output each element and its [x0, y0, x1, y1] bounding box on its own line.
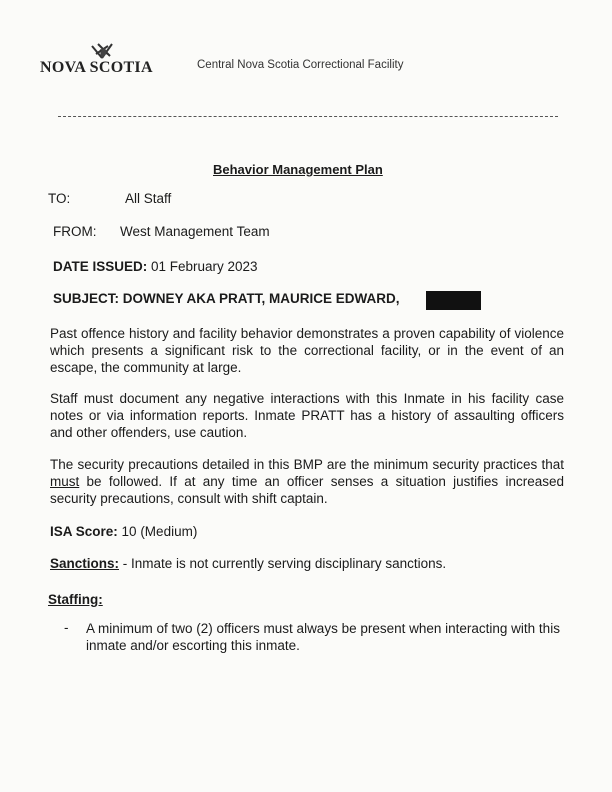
bullet-marker: - — [64, 620, 69, 635]
precautions-text-end: be followed. If at any time an officer senses a situation justifies increased security precautions, consult with shift captain. — [50, 474, 564, 506]
staffing-bullet: A minimum of two (2) officers must always be present when interacting with this inmate and/or escorting this inmate. — [86, 621, 560, 653]
subject-label: SUBJECT: — [53, 291, 120, 306]
sanctions-value: - Inmate is not currently serving disciplinary sanctions. — [119, 556, 447, 571]
sanctions-line — [50, 556, 446, 571]
logo-wordmark: NOVA SCOTIA — [40, 59, 153, 76]
nova-scotia-logo — [40, 40, 170, 80]
subject-value: DOWNEY AKA PRATT, MAURICE EDWARD, — [122, 291, 400, 306]
precautions-text-start: The security precautions detailed in this BMP are the minimum security practices that — [50, 457, 564, 472]
from-value: West Management Team — [120, 224, 270, 239]
document-title: Behavior Management Plan — [213, 162, 383, 177]
date-label: DATE ISSUED: — [53, 259, 148, 274]
facility-name: Central Nova Scotia Correctional Facility — [197, 59, 404, 71]
sanctions-label: Sanctions: — [50, 556, 120, 571]
to-label: TO: — [48, 191, 71, 206]
to-value: All Staff — [125, 191, 172, 206]
staffing-label: Staffing: — [48, 592, 103, 607]
subject-line — [53, 291, 400, 306]
isa-score — [50, 524, 197, 539]
redaction-block — [426, 291, 481, 310]
paragraph-precautions — [50, 456, 564, 507]
paragraph-risk: Past offence history and facility behavior demonstrates a proven capability of violence which presents a significant risk to the correctional facility, or in the event of an escape, the community at large. — [50, 326, 564, 375]
isa-label: ISA Score: — [50, 524, 118, 539]
paragraph-documentation: Staff must document any negative interactions with this Inmate in his facility case notes or via information reports. Inmate PRATT has a history of assaulting officers and other offenders, use caution. — [50, 391, 564, 440]
precautions-emphasis: must — [50, 474, 80, 489]
from-label: FROM: — [53, 224, 97, 239]
isa-value: 10 (Medium) — [121, 524, 198, 539]
date-value: 01 February 2023 — [151, 259, 258, 274]
header-divider — [58, 116, 558, 117]
